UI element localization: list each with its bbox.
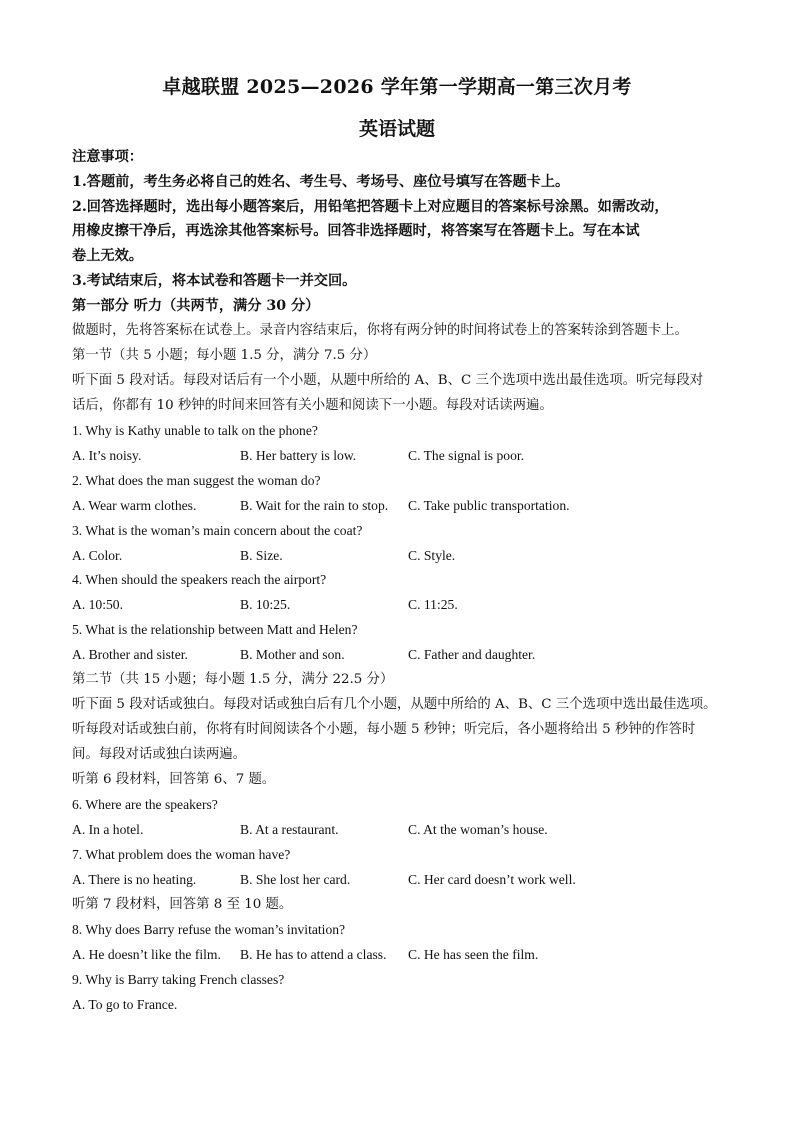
option-c: C. Style. [408,548,456,563]
option-c: C. 11:25. [408,597,458,612]
option-b: B. Mother and son. [240,647,345,662]
option-b: B. At a restaurant. [240,822,339,837]
notice-item: 3.考试结束后，将本试卷和答题卡一并交回。 [72,273,357,289]
section1-heading: 第一节（共 5 小题；每小题 1.5 分，满分 7.5 分） [72,348,377,363]
option-a: A. It’s noisy. [72,448,142,463]
option-c: C. Her card doesn’t work well. [408,872,576,887]
option-a: A. Brother and sister. [72,647,188,662]
notice-item: 2.回答选择题时，选出每小题答案后，用铅笔把答题卡上对应题目的答案标号涂黑。如需改动， [72,199,669,215]
option-b: B. Size. [240,548,283,563]
exam-title: 卓越联盟 2025—2026 学年第一学期高一第三次月考 [162,76,632,98]
question-stem: 5. What is the relationship between Matt and Helen? [72,622,358,637]
notice-heading: 注意事项： [72,149,143,165]
material-7-heading: 听第 7 段材料，回答第 8 至 10 题。 [72,897,293,912]
part1-heading: 第一部分 听力（共两节，满分 30 分） [72,298,320,314]
section1-instruction: 话后，你都有 10 秒钟的时间来回答有关小题和阅读下一小题。每段对话读两遍。 [72,398,553,413]
option-c: C. The signal is poor. [408,448,525,463]
material-6-heading: 听第 6 段材料，回答第 6、7 题。 [72,772,276,787]
question-stem: 8. Why does Barry refuse the woman’s invitation? [72,922,346,937]
option-a: A. Color. [72,548,123,563]
option-a: A. There is no heating. [72,872,197,887]
question-stem: 3. What is the woman’s main concern about the coat? [72,523,363,538]
question-stem: 9. Why is Barry taking French classes? [72,972,285,987]
option-c: C. Father and daughter. [408,647,536,662]
section2-heading: 第二节（共 15 小题；每小题 1.5 分，满分 22.5 分） [72,672,394,687]
part1-intro: 做题时，先将答案标在试卷上。录音内容结束后，你将有两分钟的时间将试卷上的答案转涂到答题卡上。 [72,323,688,338]
section1-instruction: 听下面 5 段对话。每段对话后有一个小题，从题中所给的 A、B、C 三个选项中选出最佳选项。听完每段对 [72,373,704,388]
notice-item: 用橡皮擦干净后，再选涂其他答案标号。回答非选择题时，将答案写在答题卡上。写在本试 [72,223,640,239]
question-stem: 4. When should the speakers reach the airport? [72,572,327,587]
section2-instruction: 听下面 5 段对话或独白。每段对话或独白后有几个小题，从题中所给的 A、B、C 三个选项中选出最佳选项。 [72,697,717,712]
question-stem: 2. What does the man suggest the woman do? [72,473,321,488]
option-b: B. Her battery is low. [240,448,357,463]
option-a: A. He doesn’t like the film. [72,947,221,962]
section2-instruction: 间。每段对话或独白读两遍。 [72,747,247,762]
option-a: A. 10:50. [72,597,123,612]
exam-subject: 英语试题 [358,118,435,140]
option-b: B. 10:25. [240,597,291,612]
option-b: B. She lost her card. [240,872,351,887]
notice-item: 1.答题前，考生务必将自己的姓名、考生号、考场号、座位号填写在答题卡上。 [72,174,570,190]
option-a: A. Wear warm clothes. [72,498,197,513]
notice-item: 卷上无效。 [72,248,143,264]
option-b: B. He has to attend a class. [240,947,387,962]
option-c: C. He has seen the film. [408,947,539,962]
option-a: A. In a hotel. [72,822,144,837]
option-c: C. At the woman’s house. [408,822,548,837]
question-stem: 6. Where are the speakers? [72,797,218,812]
question-stem: 1. Why is Kathy unable to talk on the phone? [72,423,318,438]
option-b: B. Wait for the rain to stop. [240,498,389,513]
question-stem: 7. What problem does the woman have? [72,847,291,862]
option-c: C. Take public transportation. [408,498,570,513]
section2-instruction: 听每段对话或独白前，你将有时间阅读各个小题，每小题 5 秒钟；听完后，各小题将给出 5 秒钟的作答时 [72,722,696,737]
option-a: A. To go to France. [72,997,178,1012]
